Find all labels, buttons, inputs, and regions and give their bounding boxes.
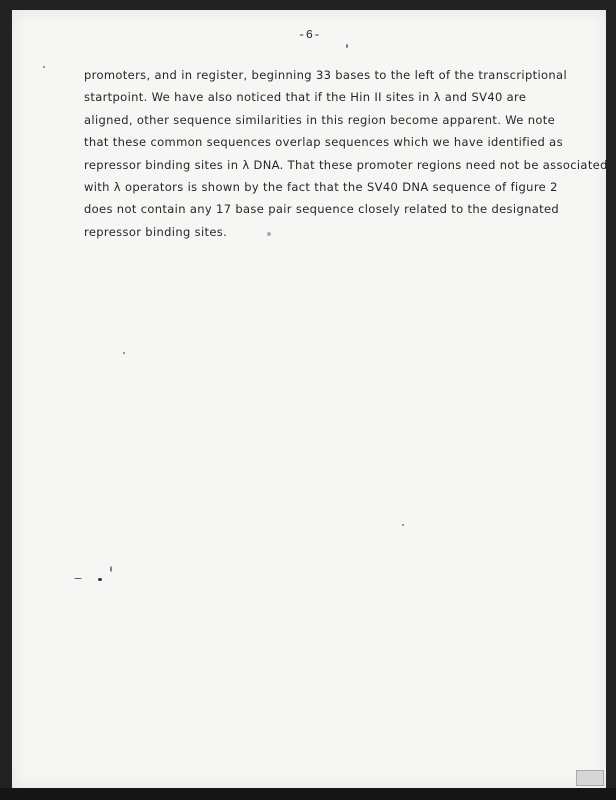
- scan-speck: [98, 578, 102, 581]
- scan-speck: [267, 232, 271, 236]
- scan-speck: [43, 66, 45, 68]
- text-line: that these common sequences overlap sequences which we have identified as: [84, 135, 563, 150]
- text-line: with λ operators is shown by the fact that the SV40 DNA sequence of figure 2: [84, 180, 558, 195]
- page-number: -6-: [298, 28, 322, 42]
- scan-speck: [110, 566, 112, 572]
- text-line: does not contain any 17 base pair sequence closely related to the designated: [84, 202, 560, 217]
- text-line: repressor binding sites.: [84, 224, 228, 239]
- scan-speck: [346, 44, 348, 48]
- scan-speck: [402, 524, 404, 526]
- scan-edge: [0, 788, 616, 800]
- body-paragraph: [84, 64, 608, 243]
- text-line: repressor binding sites in λ DNA. That these promoter regions need not be associated: [84, 157, 608, 172]
- text-line: promoters, and in register, beginning 33 bases to the left of the transcriptional: [84, 68, 567, 82]
- archive-tag: [576, 770, 604, 786]
- scan-speck: [123, 352, 125, 354]
- text-line: aligned, other sequence similarities in this region become apparent. We note: [84, 112, 556, 127]
- text-line: startpoint. We have also noticed that if the Hin II sites in λ and SV40 are: [84, 90, 527, 105]
- scan-speck: [74, 578, 82, 579]
